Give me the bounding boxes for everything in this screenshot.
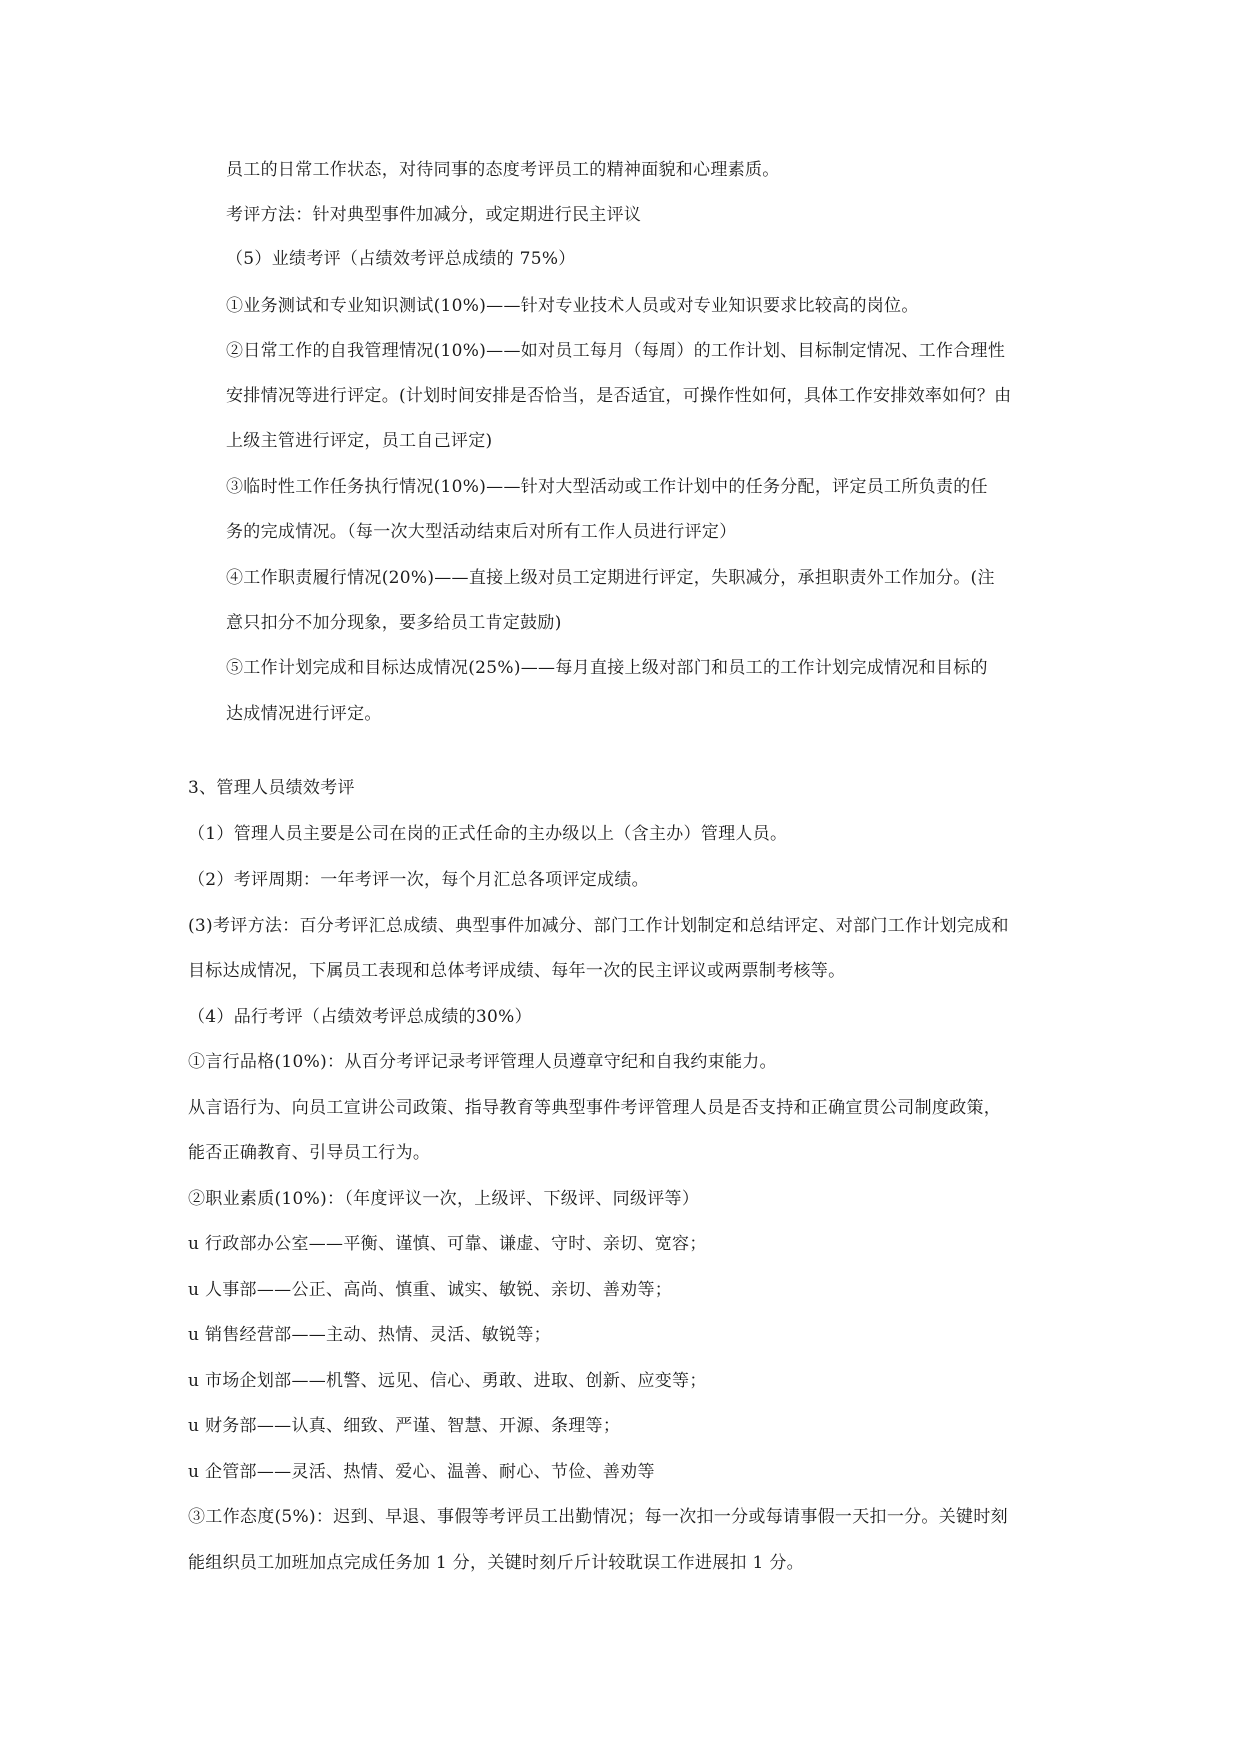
list-item: u 企管部——灵活、热情、爱心、温善、耐心、节俭、善劝等 xyxy=(188,1462,655,1482)
text-line: ②职业素质(10%)：（年度评议一次，上级评、下级评、同级评等） xyxy=(188,1189,700,1209)
list-item: u 市场企划部——机警、远见、信心、勇敢、进取、创新、应变等； xyxy=(188,1371,707,1391)
text-line: 意只扣分不加分现象，要多给员工肯定鼓励) xyxy=(226,613,562,633)
text-line: （1）管理人员主要是公司在岗的正式任命的主办级以上（含主办）管理人员。 xyxy=(188,824,788,844)
text-line: 员工的日常工作状态，对待同事的态度考评员工的精神面貌和心理素质。 xyxy=(226,160,780,180)
text-line: ③工作态度(5%)：迟到、早退、事假等考评员工出勤情况；每一次扣一分或每请事假一天扣一分。关键时刻 xyxy=(188,1507,1008,1527)
text-line: 考评方法：针对典型事件加减分，或定期进行民主评议 xyxy=(226,205,642,225)
text-line: ①业务测试和专业知识测试(10%)——针对专业技术人员或对专业知识要求比较高的岗位。 xyxy=(226,296,919,316)
text-line: （2）考评周期：一年考评一次，每个月汇总各项评定成绩。 xyxy=(188,870,649,890)
text-line: 达成情况进行评定。 xyxy=(226,704,382,724)
text-line: 目标达成情况，下属员工表现和总体考评成绩、每年一次的民主评议或两票制考核等。 xyxy=(188,961,846,981)
text-line: 能组织员工加班加点完成任务加 1 分，关键时刻斤斤计较耽误工作进展扣 1 分。 xyxy=(188,1553,804,1573)
section-heading: 3、管理人员绩效考评 xyxy=(188,778,355,798)
list-item: u 财务部——认真、细致、严谨、智慧、开源、条理等； xyxy=(188,1416,621,1436)
text-line: 务的完成情况。（每一次大型活动结束后对所有工作人员进行评定） xyxy=(226,522,737,542)
text-line: (3)考评方法：百分考评汇总成绩、典型事件加减分、部门工作计划制定和总结评定、对部门工作计划完成和 xyxy=(188,916,1009,936)
list-item: u 销售经营部——主动、热情、灵活、敏锐等； xyxy=(188,1325,551,1345)
text-line: 能否正确教育、引导员工行为。 xyxy=(188,1143,431,1163)
text-line: ①言行品格(10%)：从百分考评记录考评管理人员遵章守纪和自我约束能力。 xyxy=(188,1052,777,1072)
text-line: 从言语行为、向员工宣讲公司政策、指导教育等典型事件考评管理人员是否支持和正确宣贯公司制度政策， xyxy=(188,1098,1002,1118)
list-item: u 行政部办公室——平衡、谨慎、可靠、谦虚、守时、亲切、宽容； xyxy=(188,1234,707,1254)
text-line: ③临时性工作任务执行情况(10%)——针对大型活动或工作计划中的任务分配，评定员工所负责的任 xyxy=(226,477,988,497)
text-line: ②日常工作的自我管理情况(10%)——如对员工每月（每周）的工作计划、目标制定情况、工作合理性 xyxy=(226,341,1006,361)
text-line: ④工作职责履行情况(20%)——直接上级对员工定期进行评定，失职减分，承担职责外工作加分。(注 xyxy=(226,568,995,588)
list-item: u 人事部——公正、高尚、慎重、诚实、敏锐、亲切、善劝等； xyxy=(188,1280,673,1300)
text-line: 安排情况等进行评定。(计划时间安排是否恰当，是否适宜，可操作性如何，具体工作安排效率如何？由 xyxy=(226,386,1012,406)
text-line: ⑤工作计划完成和目标达成情况(25%)——每月直接上级对部门和员工的工作计划完成情况和目标的 xyxy=(226,658,988,678)
text-line: 上级主管进行评定，员工自己评定) xyxy=(226,431,493,451)
section-heading: （4）品行考评（占绩效考评总成绩的30%） xyxy=(188,1007,532,1027)
section-heading: （5）业绩考评（占绩效考评总成绩的 75%） xyxy=(226,249,576,269)
